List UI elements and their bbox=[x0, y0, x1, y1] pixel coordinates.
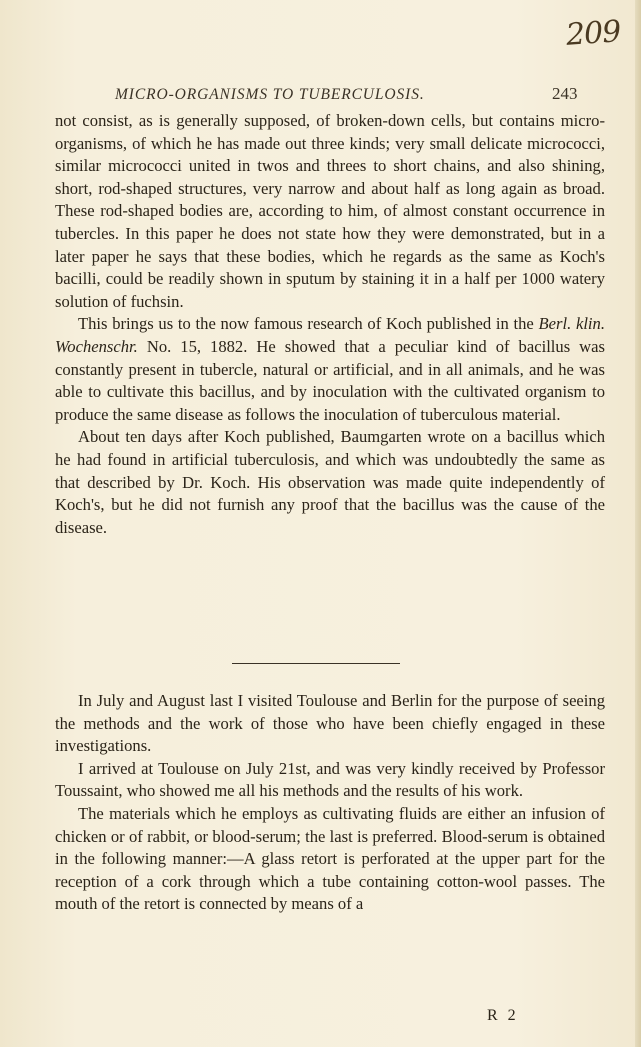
paragraph-1: not consist, as is generally supposed, of broken-down cells, but contains micro-organisms, of which he has made out three kinds; very small delicate micrococci, similar micrococci united in twos and threes to short chains, and also shining, short, rod-shaped structures, very narrow and about half as long again as broad. These rod-shaped bodies are, according to him, of almost constant occurrence in tubercles. In this paper he does not state how they were demonstrated, but in a later paper he says that these bodies, which he regards as the same as Koch's bacilli, could be readily shown in sputum by staining it in a half per 1000 watery solution of fuchsin. bbox=[55, 111, 605, 311]
paragraph-3: About ten days after Koch published, Baumgarten wrote on a bacillus which he had found in artificial tuberculosis, and which was undoubtedly the same as that described by Dr. Koch. His observation was made quite independently of Koch's, but he did not furnish any proof that the bacillus was the cause of the disease. bbox=[55, 427, 605, 537]
page-edge bbox=[635, 0, 641, 1047]
main-text-continued bbox=[55, 690, 605, 916]
signature-mark: R 2 bbox=[487, 1007, 519, 1024]
running-head: MICRO-ORGANISMS TO TUBERCULOSIS. bbox=[115, 86, 425, 103]
paragraph-2 bbox=[55, 313, 605, 426]
paragraph-2-text-b: No. 15, 1882. He showed that a peculiar kind of bacillus was constantly present in tubercle, natural or artificial, and in all animals, and he was able to cultivate this bacillus, and by inoculation with the cultivated organism to produce the same disease as follows the inoculation of tuberculous material. bbox=[55, 336, 605, 424]
paragraph-5: I arrived at Toulouse on July 21st, and was very kindly received by Professor Toussaint, who showed me all his methods and the results of his work. bbox=[55, 758, 605, 801]
page-number: 243 bbox=[552, 84, 578, 103]
paragraph-2-text-a: This brings us to the now famous research of Koch published in the bbox=[78, 314, 539, 334]
main-text bbox=[55, 110, 605, 539]
journal-title: Berl. klin. Wochenschr. bbox=[55, 314, 605, 356]
paragraph-6: The materials which he employs as cultivating fluids are either an infusion of chicken or of rabbit, or blood-serum; the last is preferred. Blood-serum is obtained in the following manner:—A glass retort is perforated at the upper part for the reception of a cork through which a tube containing cotton-wool passes. The mouth of the retort is connected by means of a bbox=[55, 803, 605, 914]
handwritten-folio-number: 209 bbox=[564, 14, 622, 53]
section-divider bbox=[232, 663, 400, 664]
paragraph-4: In July and August last I visited Toulouse and Berlin for the purpose of seeing the methods and the work of those who have been chiefly engaged in these investigations. bbox=[55, 691, 605, 756]
